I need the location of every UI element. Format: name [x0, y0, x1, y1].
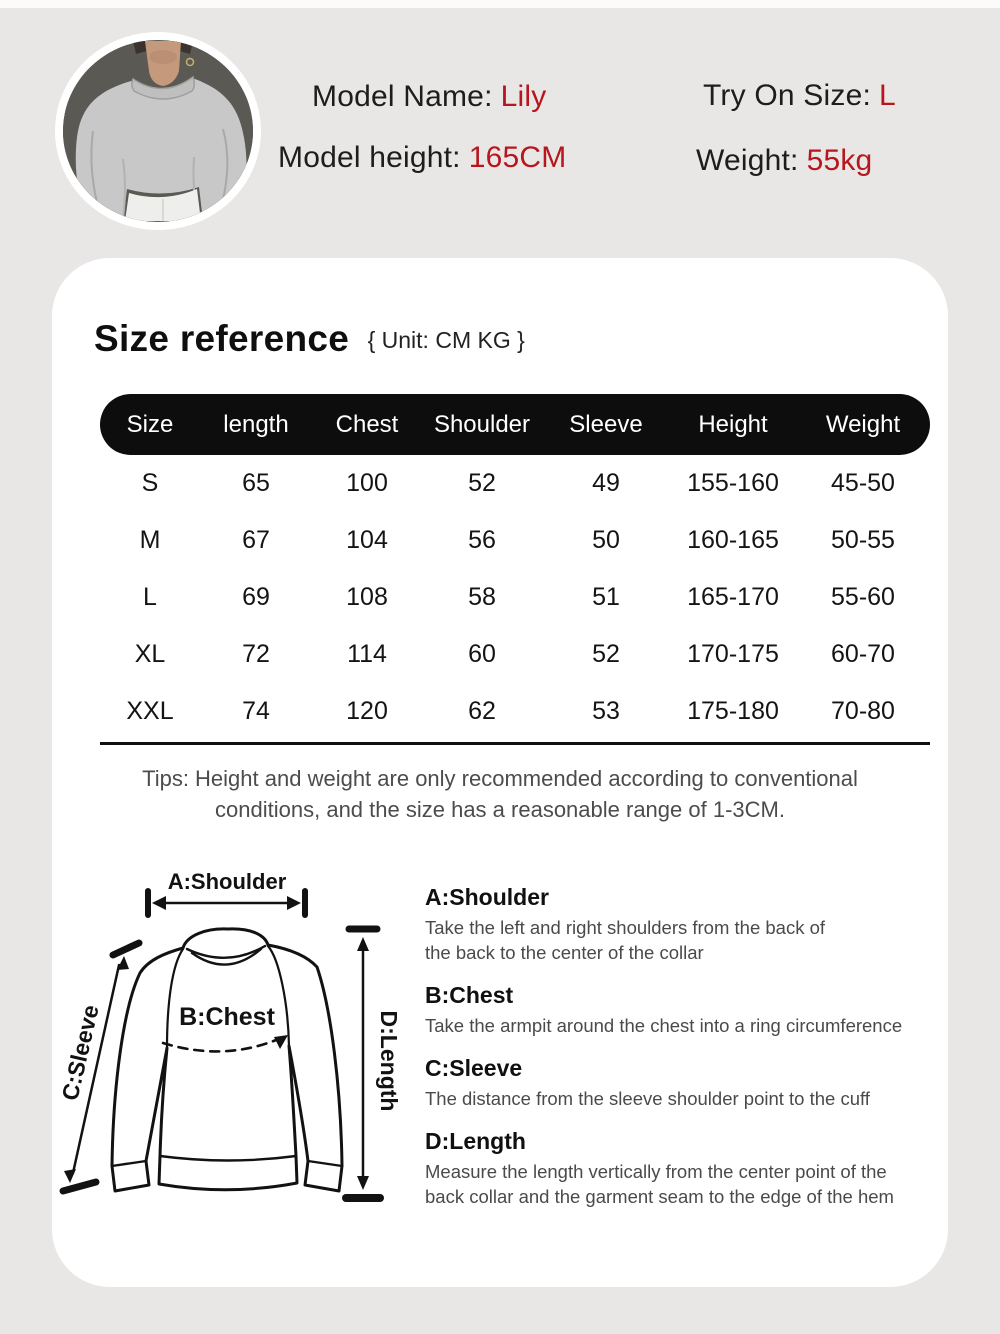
table-row-xxl — [100, 683, 930, 740]
cell-size: M — [139, 526, 161, 554]
cell-size: XXL — [126, 697, 174, 725]
model-weight-value: 55kg — [806, 144, 873, 177]
model-photo — [55, 32, 261, 230]
column-header-weight: Weight — [825, 410, 901, 438]
cell-chest: 108 — [346, 583, 388, 611]
column-header-shoulder: Shoulder — [433, 410, 531, 438]
model-height-line — [278, 141, 566, 175]
tips-line-2: conditions, and the size has a reasonable range of 1-3CM. — [215, 797, 785, 822]
model-name-line — [312, 80, 546, 114]
measure-guide — [425, 884, 950, 1226]
cell-sleeve: 53 — [592, 697, 620, 725]
guide-shoulder-title: A:Shoulder — [425, 884, 549, 910]
model-height-label: Model height: — [278, 141, 461, 174]
top-edge-strip — [0, 0, 1000, 8]
guide-sleeve-desc-line: The distance from the sleeve shoulder point to the cuff — [425, 1088, 870, 1109]
cell-shoulder: 62 — [468, 697, 496, 725]
cell-shoulder: 52 — [468, 469, 496, 497]
model-name-label: Model Name: — [312, 80, 493, 113]
cell-shoulder: 56 — [468, 526, 496, 554]
table-row-xl — [100, 626, 930, 683]
table-bottom-rule — [100, 742, 930, 745]
cell-height: 155-160 — [687, 469, 779, 497]
guide-length-desc-line: Measure the length vertically from the center point of the — [425, 1161, 887, 1182]
unit-note: { Unit: CM KG } — [367, 327, 525, 353]
try-on-size-label: Try On Size: — [703, 79, 871, 112]
cell-size: L — [143, 583, 157, 611]
guide-sleeve-title: C:Sleeve — [425, 1055, 523, 1081]
guide-shoulder-desc-line: Take the left and right shoulders from the back of — [425, 917, 826, 938]
tips-note — [52, 763, 948, 825]
guide-chest-desc-line: Take the armpit around the chest into a ring circumference — [425, 1015, 903, 1036]
cell-length: 65 — [242, 469, 270, 497]
cell-shoulder: 60 — [468, 640, 496, 668]
table-row-s — [100, 455, 930, 512]
cell-weight: 50-55 — [831, 526, 895, 554]
model-photo-illustration — [63, 40, 253, 222]
guide-sleeve — [425, 1055, 950, 1111]
size-reference-title-row — [94, 318, 525, 360]
model-name-value: Lily — [500, 80, 547, 113]
cell-height: 160-165 — [687, 526, 779, 554]
try-on-size-value: L — [879, 79, 896, 112]
column-header-height: Height — [698, 410, 768, 438]
cell-length: 72 — [242, 640, 270, 668]
cell-chest: 100 — [346, 469, 388, 497]
try-on-size-line — [703, 79, 896, 113]
cell-chest: 114 — [347, 640, 387, 668]
diagram-sleeve-label: C:Sleeve — [56, 1002, 104, 1103]
guide-chest-title: B:Chest — [425, 982, 514, 1008]
sweatshirt-measure-diagram — [55, 853, 420, 1215]
size-table-header — [100, 394, 930, 455]
tips-line-1: Tips: Height and weight are only recommended according to conventional — [142, 766, 858, 791]
column-header-chest: Chest — [335, 410, 399, 438]
cell-size: XL — [134, 640, 166, 668]
cell-weight: 60-70 — [831, 640, 895, 668]
cell-weight: 55-60 — [831, 583, 895, 611]
cell-sleeve: 51 — [592, 583, 620, 611]
guide-shoulder-desc-line: the back to the center of the collar — [425, 942, 704, 963]
diagram-shoulder-label: A:Shoulder — [167, 869, 287, 894]
cell-size: S — [141, 469, 159, 497]
guide-length — [425, 1128, 950, 1209]
cell-height: 170-175 — [687, 640, 779, 668]
size-table-body — [100, 455, 930, 740]
cell-height: 175-180 — [687, 697, 779, 725]
column-header-length: length — [223, 410, 289, 438]
cell-sleeve: 49 — [592, 469, 620, 497]
diagram-chest-label: B:Chest — [179, 1003, 275, 1031]
guide-shoulder — [425, 884, 950, 965]
cell-length: 74 — [242, 697, 270, 725]
cell-length: 69 — [242, 583, 270, 611]
cell-chest: 120 — [346, 697, 388, 725]
guide-length-desc-line: back collar and the garment seam to the edge of the hem — [425, 1186, 894, 1207]
cell-sleeve: 50 — [592, 526, 620, 554]
cell-weight: 70-80 — [831, 697, 895, 725]
diagram-length-label: D:Length — [375, 1010, 402, 1112]
guide-chest — [425, 982, 950, 1038]
model-height-value: 165CM — [468, 141, 567, 174]
model-weight-line — [696, 144, 872, 178]
cell-sleeve: 52 — [592, 640, 620, 668]
guide-length-title: D:Length — [425, 1128, 526, 1154]
cell-chest: 104 — [346, 526, 388, 554]
cell-shoulder: 58 — [468, 583, 496, 611]
cell-height: 165-170 — [687, 583, 779, 611]
table-row-m — [100, 512, 930, 569]
size-table — [100, 394, 930, 745]
page-title: Size reference — [94, 318, 350, 359]
cell-weight: 45-50 — [831, 469, 895, 497]
cell-length: 67 — [242, 526, 270, 554]
model-weight-label: Weight: — [696, 144, 799, 177]
column-header-size: Size — [126, 410, 174, 438]
column-header-sleeve: Sleeve — [569, 410, 643, 438]
table-row-l — [100, 569, 930, 626]
